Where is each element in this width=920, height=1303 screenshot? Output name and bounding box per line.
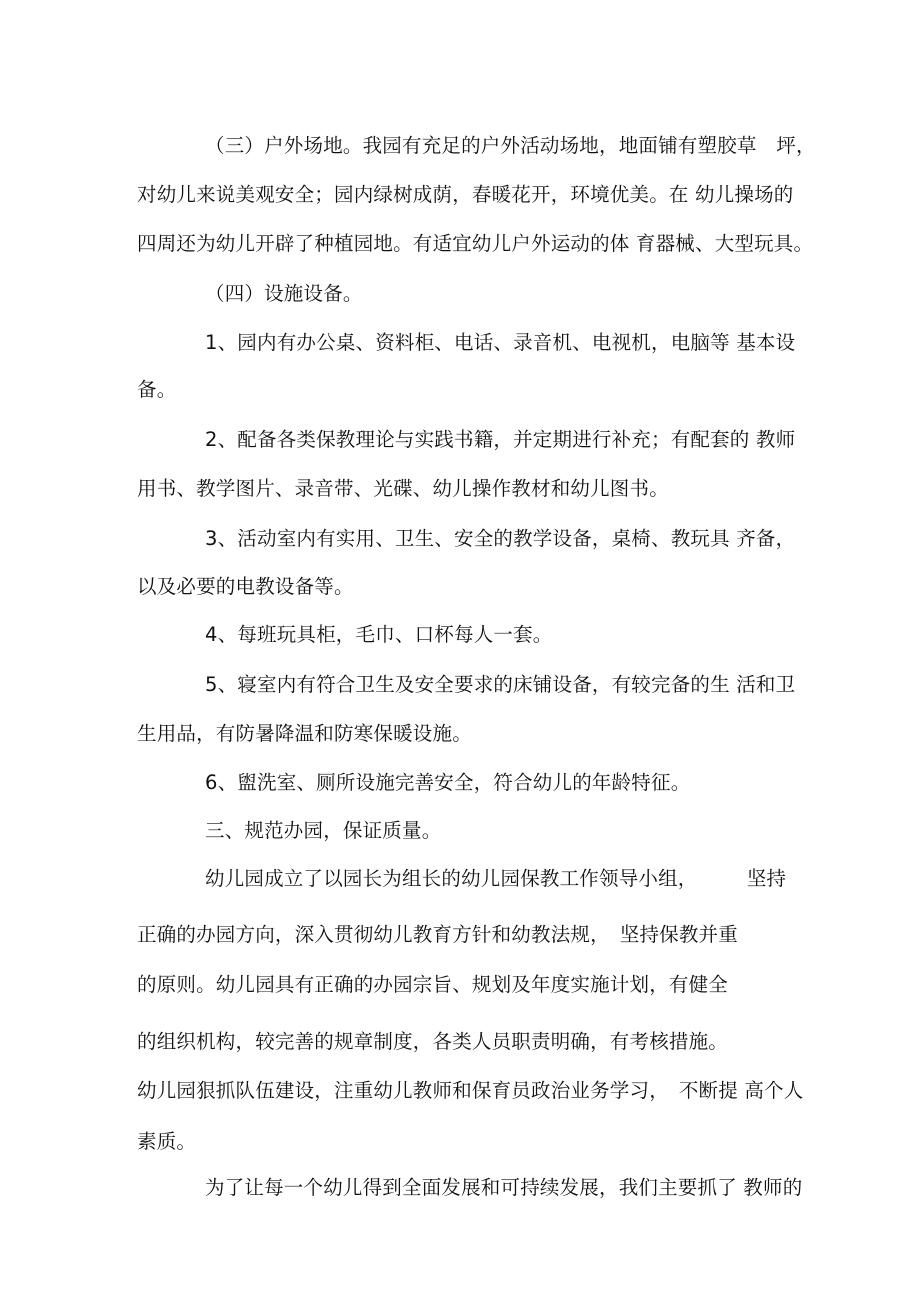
text-line: （三）户外场地。我园有充足的户外活动场地，地面铺有塑胶草 坪，	[205, 134, 816, 157]
text-line: 的原则。幼儿园具有正确的办园宗旨、规划及年度实施计划，有健全	[137, 973, 729, 996]
text-line: 为了让每一个幼儿得到全面发展和可持续发展，我们主要抓了 教师的	[205, 1176, 803, 1199]
text-line: 四周还为幼儿开辟了种植园地。有适宜幼儿户外运动的体 育器械、大型玩具。	[137, 232, 814, 255]
text-line: 生用品，有防暑降温和防寒保暖设施。	[137, 722, 472, 745]
text-line: 2、配备各类保教理论与实践书籍，并定期进行补充；有配套的 教师	[205, 428, 796, 451]
text-line: 3、活动室内有实用、卫生、安全的教学设备，桌椅、教玩具 齐备，	[205, 527, 796, 550]
text-line: 三、规范办园，保证质量。	[205, 819, 442, 842]
text-line: 的组织机构，较完善的规章制度，各类人员职责明确，有考核措施。	[137, 1030, 729, 1053]
text-line: 用书、教学图片、录音带、光碟、幼儿操作教材和幼儿图书。	[137, 477, 669, 500]
text-line: （四）设施设备。	[205, 282, 363, 305]
text-line: 素质。	[137, 1130, 197, 1153]
text-line: 对幼儿来说美观安全；园内绿树成荫，春暖花开，环境优美。在 幼儿操场的	[137, 183, 794, 206]
text-line: 幼儿园狠抓队伍建设，注重幼儿教师和保育员政治业务学习， 不断提 高个人	[137, 1079, 804, 1102]
text-line: 以及必要的电教设备等。	[137, 575, 354, 598]
text-line: 6、盥洗室、厕所设施完善安全，符合幼儿的年龄特征。	[205, 771, 691, 794]
text-line: 5、寝室内有符合卫生及安全要求的床铺设备，有较完备的生 活和卫	[205, 673, 796, 696]
text-line: 1、园内有办公桌、资料柜、电话、录音机、电视机，电脑等 基本设	[205, 331, 796, 354]
text-line: 幼儿园成立了以园长为组长的幼儿园保教工作领导小组， 坚持	[205, 867, 787, 890]
text-line: 备。	[137, 378, 177, 401]
text-line: 4、每班玩具柜，毛巾、口杯每人一套。	[205, 623, 553, 646]
text-line: 正确的办园方向，深入贯彻幼儿教育方针和幼教法规， 坚持保教并重	[137, 923, 738, 946]
